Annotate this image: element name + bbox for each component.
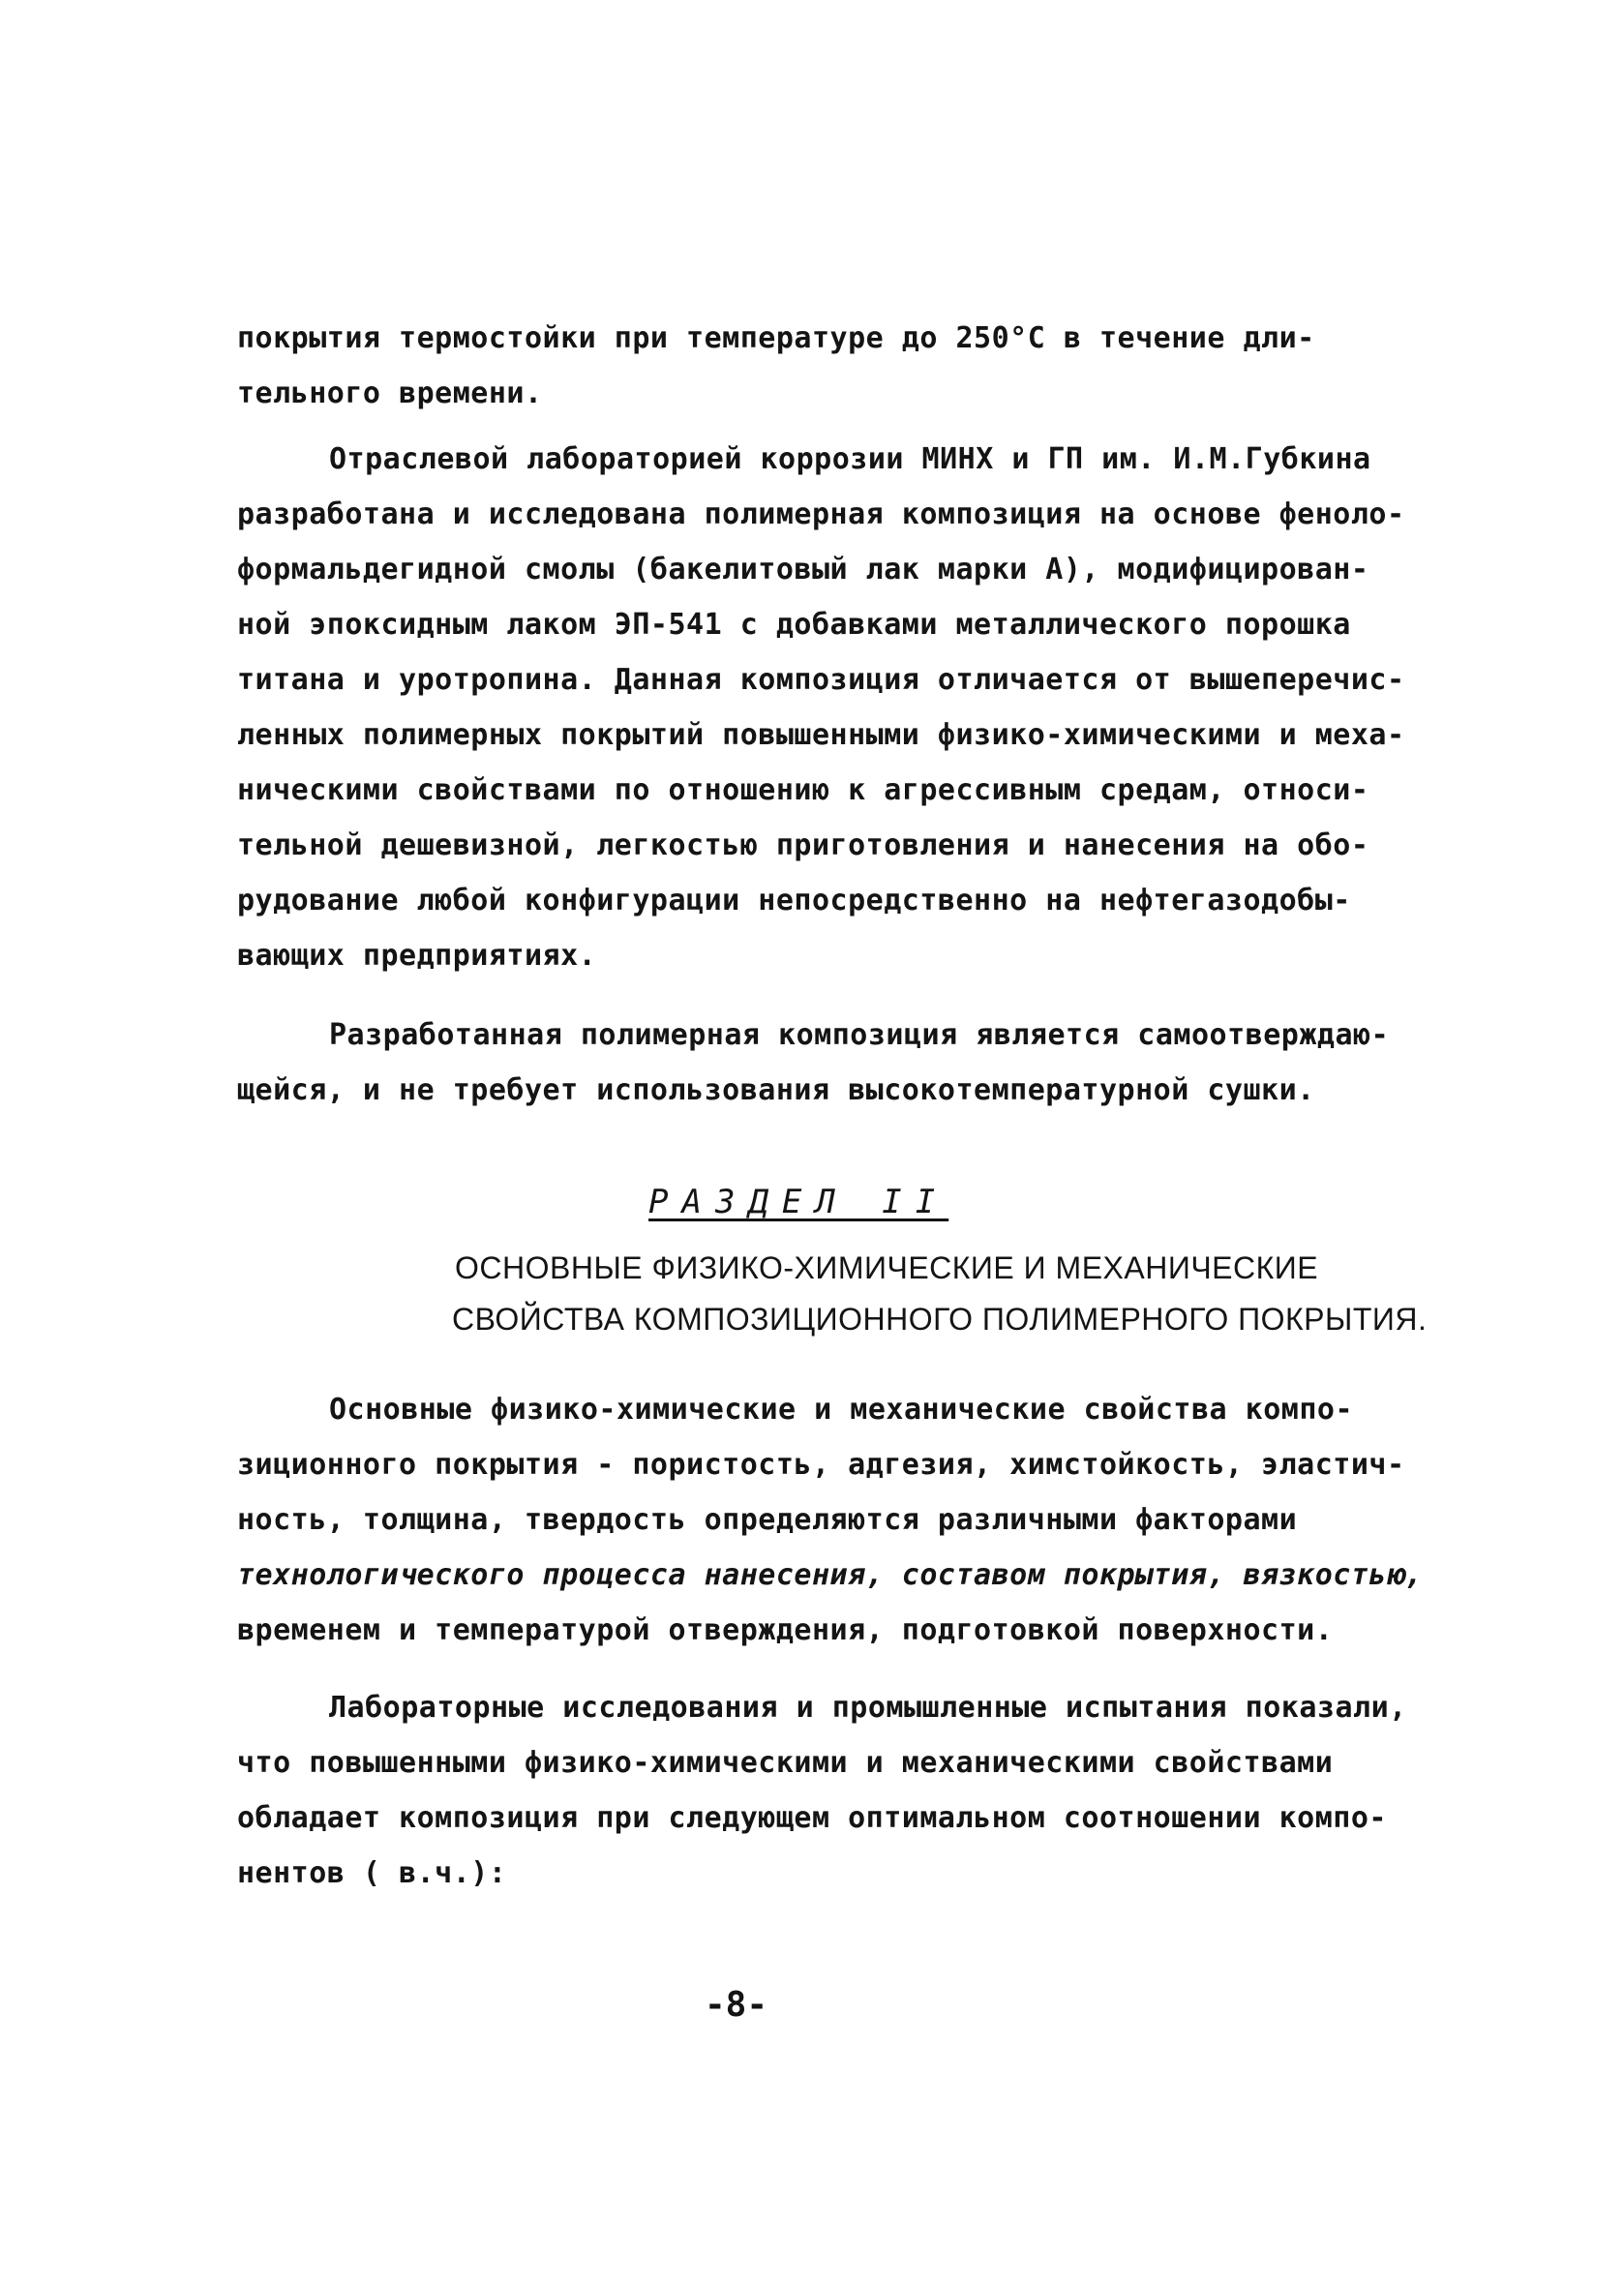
paragraph-line: тельного времени. (237, 376, 543, 410)
paragraph-line: Основные физико-химические и механические свойства компо- (329, 1393, 1354, 1427)
paragraph-line: разработана и исследована полимерная композиция на основе феноло- (237, 497, 1405, 531)
paragraph-line: временем и температурой отверждения, подготовкой поверхности. (237, 1613, 1334, 1647)
paragraph-line: ническими свойствами по отношению к агрессивным средам, относи- (237, 773, 1369, 807)
paragraph-line: Разработанная полимерная композиция является самоотверждаю- (329, 1018, 1390, 1052)
paragraph-line: ность, толщина, твердость определяются различными факторами (237, 1503, 1298, 1537)
section-title-line: СВОЙСТВА КОМПОЗИЦИОННОГО ПОЛИМЕРНОГО ПОКРЫТИЯ. (452, 1302, 1428, 1337)
paragraph-line: покрытия термостойки при температуре до 250°С в течение дли- (237, 321, 1315, 355)
paragraph-line: вающих предприятиях. (237, 939, 597, 973)
page-number: -8- (705, 1985, 768, 2025)
paragraph-line: рудование любой конфигурации непосредственно на нефтегазодобы- (237, 884, 1351, 917)
paragraph-line: титана и уротропина. Данная композиция отличается от вышеперечис- (237, 663, 1405, 697)
paragraph-line: Отраслевой лабораторией коррозии МИНХ и ГП им. И.М.Губкина (329, 442, 1371, 476)
paragraph-line: что повышенными физико-химическими и механическими свойствами (237, 1746, 1334, 1780)
paragraph-line: формальдегидной смолы (бакелитовый лак марки А), модифицирован- (237, 553, 1369, 587)
paragraph-line: тельной дешевизной, легкостью приготовления и нанесения на обо- (237, 828, 1369, 862)
section-label: РАЗДЕЛ II (648, 1183, 949, 1221)
paragraph-line: зиционного покрытия - пористость, адгезия, химстойкость, эластич- (237, 1448, 1405, 1482)
paragraph-line: Лабораторные исследования и промышленные испытания показали, (329, 1691, 1407, 1725)
paragraph-line: технологического процесса нанесения, составом покрытия, вязкостью, (237, 1558, 1424, 1592)
paragraph-line: обладает композиция при следующем оптимальном соотношении компо- (237, 1801, 1387, 1835)
section-title-line: ОСНОВНЫЕ ФИЗИКО-ХИМИЧЕСКИЕ И МЕХАНИЧЕСКИЕ (455, 1250, 1319, 1285)
paragraph-line: щейся, и не требует использования высокотемпературной сушки. (237, 1073, 1315, 1107)
paragraph-line: ленных полимерных покрытий повышенными физико-химическими и меха- (237, 718, 1405, 752)
paragraph-line: нентов ( в.ч.): (237, 1856, 507, 1890)
paragraph-line: ной эпоксидным лаком ЭП-541 с добавками металлического порошка (237, 608, 1351, 642)
